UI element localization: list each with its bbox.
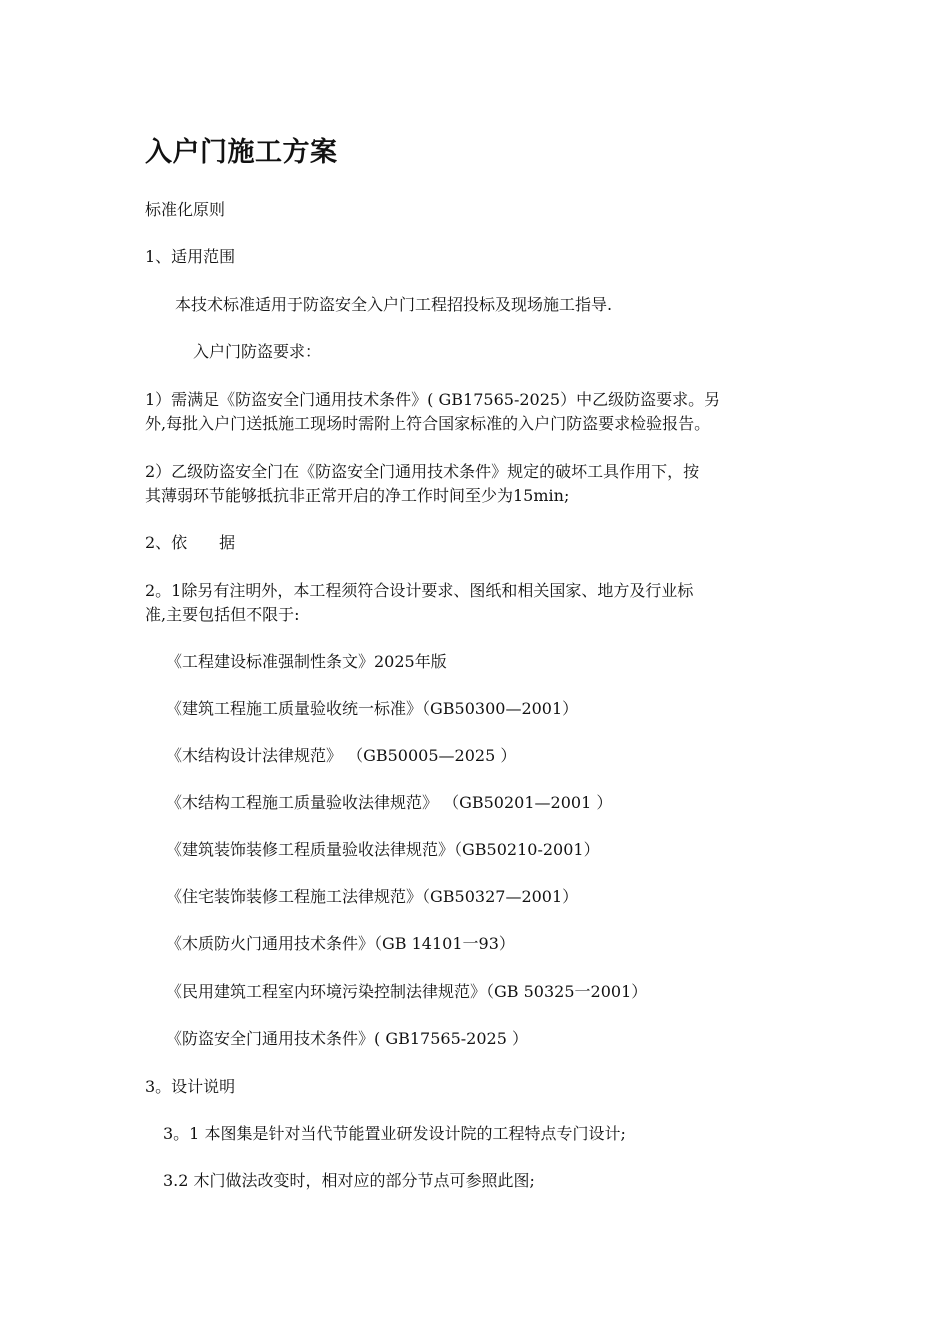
anti-theft-heading: 入户门防盗要求：: [193, 342, 322, 361]
standard-item: 《建筑工程施工质量验收统一标准》（GB50300—2001）: [166, 699, 579, 718]
page-title: 入户门施工方案: [145, 137, 338, 168]
standard-item: 《防盗安全门通用技术条件》( GB17565-2025 ）: [166, 1029, 528, 1048]
standard-item: 《工程建设标准强制性条文》2025年版: [166, 652, 447, 671]
section-heading-basis: 2、依 据: [145, 533, 236, 552]
requirement-2-line-1: 2）乙级防盗安全门在《防盗安全门通用技术条件》规定的破坏工具作用下，按: [145, 462, 700, 481]
design-item-1: 3。1 本图集是针对当代节能置业研发设计院的工程特点专门设计;: [163, 1124, 626, 1143]
standard-item: 《木质防火门通用技术条件》（GB 14101一93）: [166, 934, 515, 953]
standardization-label: 标准化原则: [145, 200, 226, 219]
standard-item: 《民用建筑工程室内环境污染控制法律规范》（GB 50325一2001）: [166, 982, 648, 1001]
requirement-1-line-1: 1）需满足《防盗安全门通用技术条件》( GB17565-2025）中乙级防盗要求。另: [145, 390, 721, 409]
requirement-2-line-2: 其薄弱环节能够抵抗非正常开启的净工作时间至少为15min;: [145, 486, 570, 505]
section-heading-design: 3。设计说明: [145, 1077, 236, 1096]
standard-item: 《木结构工程施工质量验收法律规范》 （GB50201—2001 ）: [166, 793, 613, 812]
design-item-2: 3.2 木门做法改变时，相对应的部分节点可参照此图;: [163, 1171, 535, 1190]
basis-line-2: 准,主要包括但不限于:: [145, 605, 300, 624]
section-heading-scope: 1、适用范围: [145, 247, 236, 266]
standard-item: 《住宅装饰装修工程施工法律规范》（GB50327—2001）: [166, 887, 579, 906]
scope-text: 本技术标准适用于防盗安全入户门工程招投标及现场施工指导.: [175, 295, 613, 314]
standard-item: 《建筑装饰装修工程质量验收法律规范》（GB50210-2001）: [166, 840, 600, 859]
basis-line-1: 2。1除另有注明外，本工程须符合设计要求、图纸和相关国家、地方及行业标: [145, 581, 694, 600]
requirement-1-line-2: 外,每批入户门送抵施工现场时需附上符合国家标准的入户门防盗要求检验报告。: [145, 414, 711, 433]
standard-item: 《木结构设计法律规范》 （GB50005—2025 ）: [166, 746, 517, 765]
